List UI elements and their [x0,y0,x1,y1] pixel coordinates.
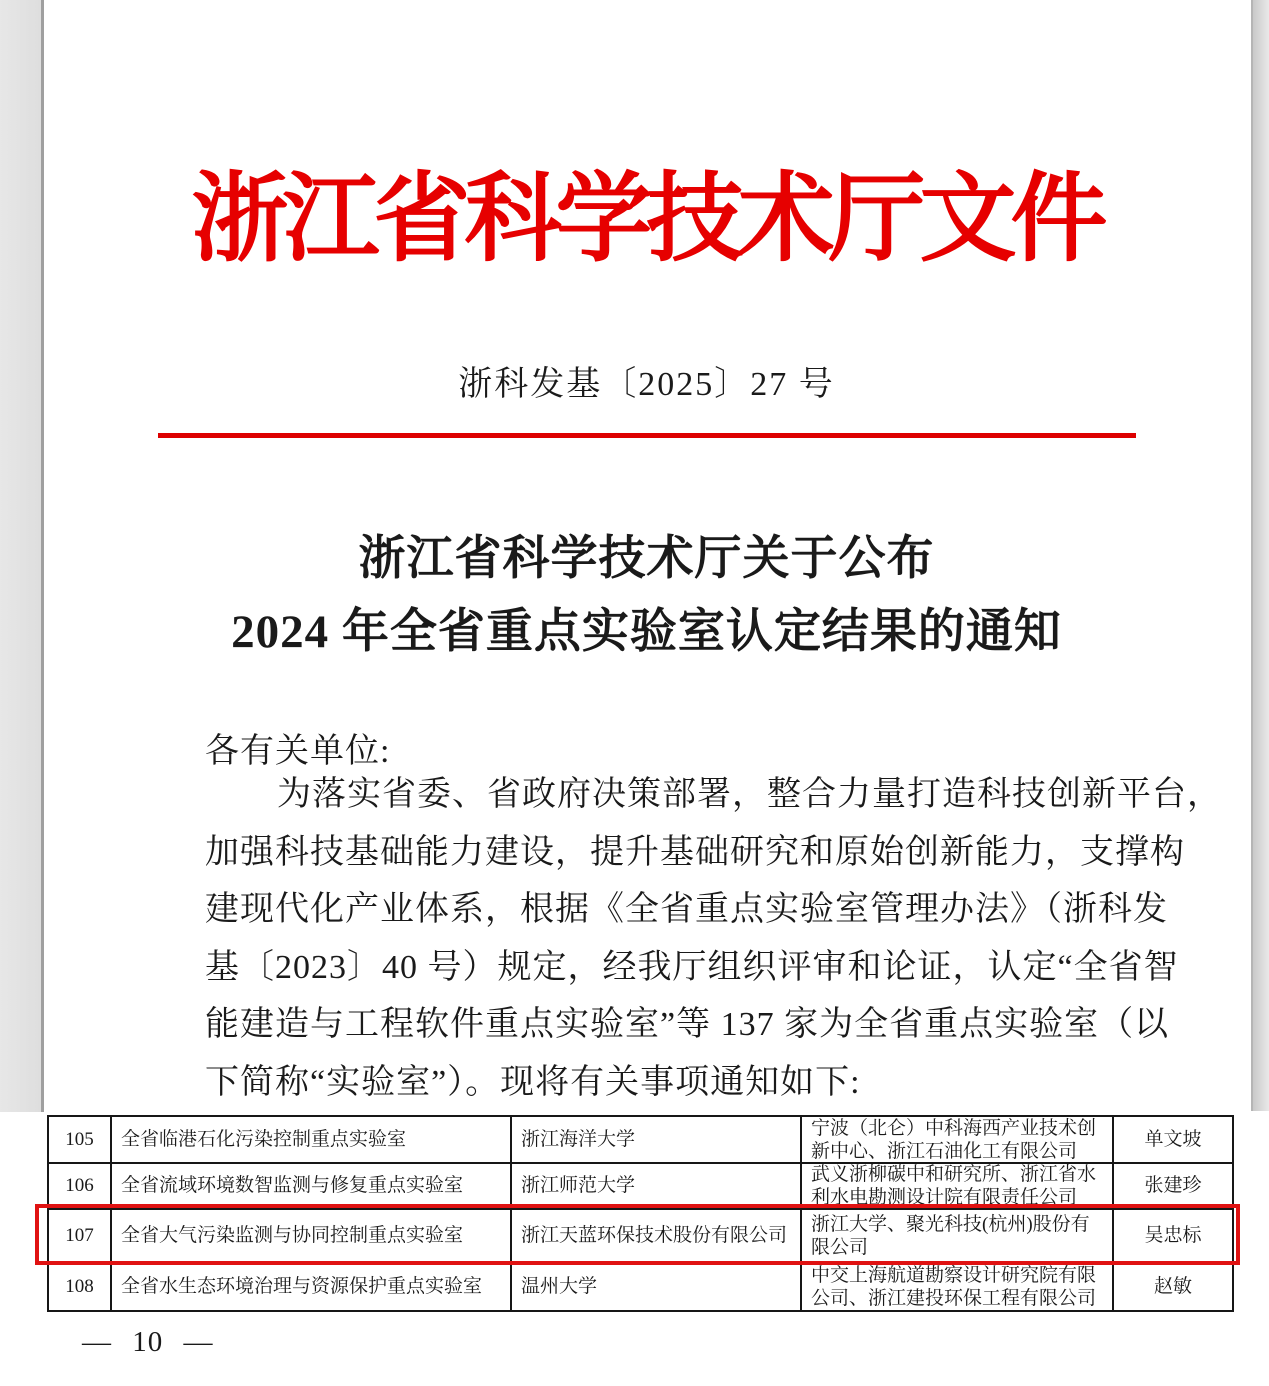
cell-lab-name: 全省流域环境数智监测与修复重点实验室 [112,1164,512,1210]
cell-host-org: 浙江天蓝环保技术股份有限公司 [512,1210,802,1263]
body-paragraph [205,766,1222,1111]
cell-row-number: 105 [49,1117,112,1164]
body-line: 能建造与工程软件重点实验室”等 137 家为全省重点实验室（以 [205,1006,1170,1043]
notice-title-line1: 浙江省科学技术厅关于公布 [358,533,935,585]
cell-partner-orgs: 宁波（北仑）中科海西产业技术创新中心、浙江石油化工有限公司 [802,1117,1114,1164]
cell-director: 张建珍 [1114,1164,1234,1210]
body-line: 下简称“实验室”）。现将有关事项通知如下: [205,1063,861,1101]
cell-lab-name: 全省大气污染监测与协同控制重点实验室 [112,1210,512,1263]
document-number: 浙科发基〔2025〕27 号 [458,366,835,403]
body-line: 加强科技基础能力建设，提升基础研究和原始创新能力，支撑构 [205,833,1185,871]
cell-partner-orgs: 武义浙柳碳中和研究所、浙江省水利水电勘测设计院有限责任公司 [802,1164,1114,1210]
cell-director: 吴忠标 [1114,1210,1234,1263]
cell-partner-orgs: 浙江大学、聚光科技(杭州)股份有限公司 [802,1210,1114,1263]
left-margin-strip [0,0,44,1112]
cell-host-org: 温州大学 [512,1263,802,1312]
salutation: 各有关单位: [205,733,391,770]
cell-director: 赵敏 [1114,1263,1234,1312]
cell-lab-name: 全省临港石化污染控制重点实验室 [112,1117,512,1164]
cell-row-number: 107 [49,1210,112,1263]
cell-host-org: 浙江海洋大学 [512,1117,802,1164]
cell-row-number: 108 [49,1263,112,1312]
body-line: 基〔2023〕40 号）规定，经我厅组织评审和论证，认定“全省智 [205,948,1179,986]
right-margin-strip [1251,0,1269,1111]
cell-host-org: 浙江师范大学 [512,1164,802,1210]
notice-title-line2: 2024 年全省重点实验室认定结果的通知 [231,606,1062,658]
cell-director: 单文坡 [1114,1117,1234,1164]
cell-partner-orgs: 中交上海航道勘察设计研究院有限公司、浙江建投环保工程有限公司 [802,1263,1114,1312]
document-header-title: 浙江省科学技术厅文件 [191,166,1102,273]
cell-row-number: 106 [49,1164,112,1210]
body-line: 建现代化产业体系，根据《全省重点实验室管理办法》（浙科发 [205,891,1168,928]
page-number: — 10 — [82,1326,214,1358]
highlight-box-row-107 [35,1204,1240,1265]
body-line: 为落实省委、省政府决策部署，整合力量打造科技创新平台， [277,776,1222,813]
cell-lab-name: 全省水生态环境治理与资源保护重点实验室 [112,1263,512,1312]
red-separator-rule [158,433,1136,438]
